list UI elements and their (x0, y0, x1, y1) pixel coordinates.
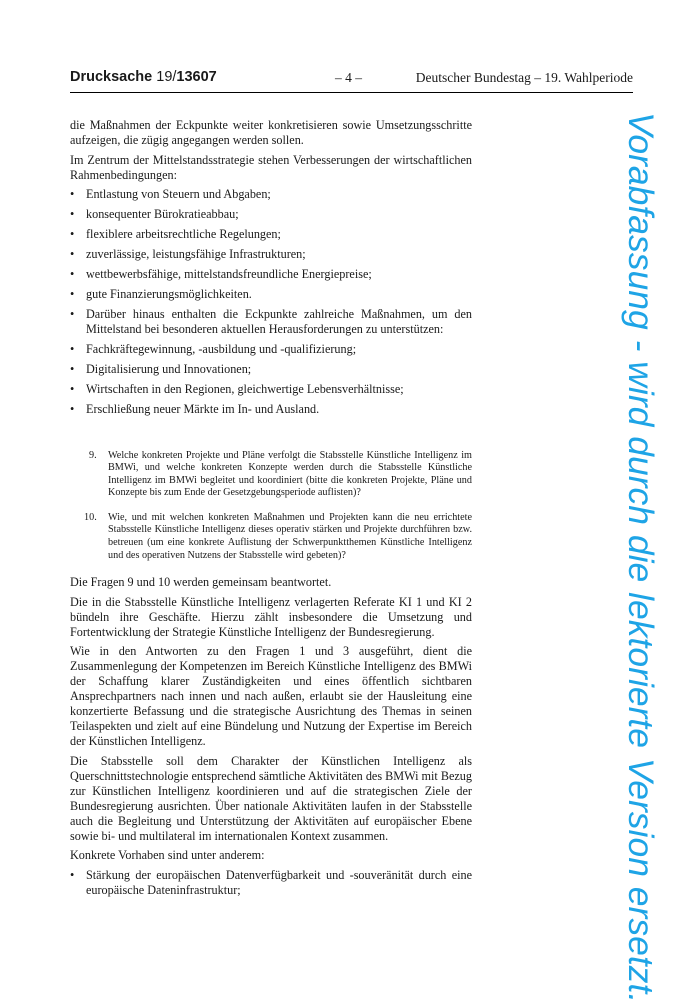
document-number: Drucksache 19/13607 (70, 69, 217, 85)
bullet-icon: • (70, 286, 75, 301)
question-10: 10. Wie, und mit welchen konkreten Maßnahmen und Projekten kann die neu errichtete Stabsstelle Künstliche Intelligenz dieses operativ stärken und Projekte durchführen bzw. betreuen (um eine konkrete Auflistung der Schwerpunktthemen Künstliche Intelligenz und des operativen Nutzens der Stabsstelle wird gebeten)? (84, 511, 472, 561)
page-number: – 4 – (335, 70, 362, 85)
bullet-icon: • (70, 246, 75, 261)
bullet-icon: • (70, 186, 75, 201)
list-item: • gute Finanzierungsmöglichkeiten. (70, 286, 252, 301)
bullet-icon: • (70, 341, 75, 356)
paragraph: Wie in den Antworten zu den Fragen 1 und 3 ausgeführt, dient die Zusammenlegung der Kompetenzen im Bereich Künstliche Intelligenz des BMWi der Schaffung klarer Zuständigkeiten und eines öffentlich sichtbaren Ansprechpartners nach innen und nach außen, erlaubt sie der Hausleitung eine konzertierte Befassung und die strategische Ausrichtung des Themas in seinen Teilaspekten und zielt auf eine Bündelung und Nutzung der Expertise im Bereich der Künstlichen Intelligenz. (70, 644, 472, 749)
list-item: • zuverlässige, leistungsfähige Infrastrukturen; (70, 246, 306, 261)
question-9: 9. Welche konkreten Projekte und Pläne verfolgt die Stabsstelle Künstliche Intelligenz im BMWi, und welche konkreten Konzepte werden durch die Stabsstelle Künstliche Intelligenz im BMWi begleitet und koordiniert (bitte die konkreten Projekte, Pläne und Konzepte bis zum Ende der Gesetzgebungsperiode auflisten)? (89, 449, 472, 499)
draft-watermark: Vorabfassung - wird durch die lektorierte Version ersetzt. (621, 112, 661, 1003)
paragraph: Im Zentrum der Mittelstandsstrategie stehen Verbesserungen der wirtschaftlichen Rahmenbedingungen: (70, 152, 472, 182)
bullet-icon: • (70, 266, 75, 281)
bullet-icon: • (70, 401, 75, 416)
paragraph: die Maßnahmen der Eckpunkte weiter konkretisieren sowie Umsetzungsschritte aufzeigen, die zügig angegangen werden sollen. (70, 118, 472, 147)
paragraph: Die in die Stabsstelle Künstliche Intelligenz verlagerten Referate KI 1 und KI 2 bündeln ihre Geschäfte. Hierzu zählt insbesondere die Umsetzung und Fortentwicklung der Strategie Künstliche Intelligenz der Bundesregierung. (70, 594, 472, 639)
list-item: • Darüber hinaus enthalten die Eckpunkte zahlreiche Maßnahmen, um den Mittelstand bei besonderen aktuellen Herausforderungen zu unterstützen: (70, 306, 472, 336)
paragraph: Die Fragen 9 und 10 werden gemeinsam beantwortet. (70, 575, 332, 590)
bullet-icon: • (70, 361, 75, 376)
list-item: • flexiblere arbeitsrechtliche Regelungen; (70, 226, 281, 241)
parliament-label: Deutscher Bundestag – 19. Wahlperiode (415, 70, 633, 85)
list-item: • konsequenter Bürokratieabbau; (70, 206, 239, 221)
bullet-icon: • (70, 306, 75, 321)
bullet-icon: • (70, 206, 75, 221)
document-body (70, 118, 472, 903)
list-item: • Entlastung von Steuern und Abgaben; (70, 186, 271, 201)
list-item: • Stärkung der europäischen Datenverfügbarkeit und -souveränität durch eine europäische Dateninfrastruktur; (70, 867, 472, 897)
paragraph: Die Stabsstelle soll dem Charakter der Künstlichen Intelligenz als Querschnittstechnologie entsprechend sämtliche Aktivitäten des BMWi mit Bezug zur Künstlichen Intelligenz koordinieren und auf die strategischen Ziele der Bundesregierung ausrichten. Über nationale Aktivitäten laufen in der Stabsstelle auch die Begleitung und Unterstützung der Aktivitäten auf europäischer Ebene sowie bi- und multilateral im internationalen Kontext zusammen. (70, 753, 472, 843)
bullet-list (70, 187, 472, 417)
list-item: • wettbewerbsfähige, mittelstandsfreundliche Energiepreise; (70, 266, 372, 281)
list-item: • Erschließung neuer Märkte im In- und Ausland. (70, 401, 320, 416)
list-item: • Fachkräftegewinnung, -ausbildung und -qualifizierung; (70, 341, 357, 356)
list-item: • Wirtschaften in den Regionen, gleichwertige Lebensverhältnisse; (70, 381, 404, 396)
paragraph: Konkrete Vorhaben sind unter anderem: (70, 848, 265, 863)
bullet-icon: • (70, 867, 75, 882)
bullet-list (70, 868, 472, 898)
list-item: • Digitalisierung und Innovationen; (70, 361, 252, 376)
page-header (70, 68, 633, 93)
bullet-icon: • (70, 226, 75, 241)
bullet-icon: • (70, 381, 75, 396)
